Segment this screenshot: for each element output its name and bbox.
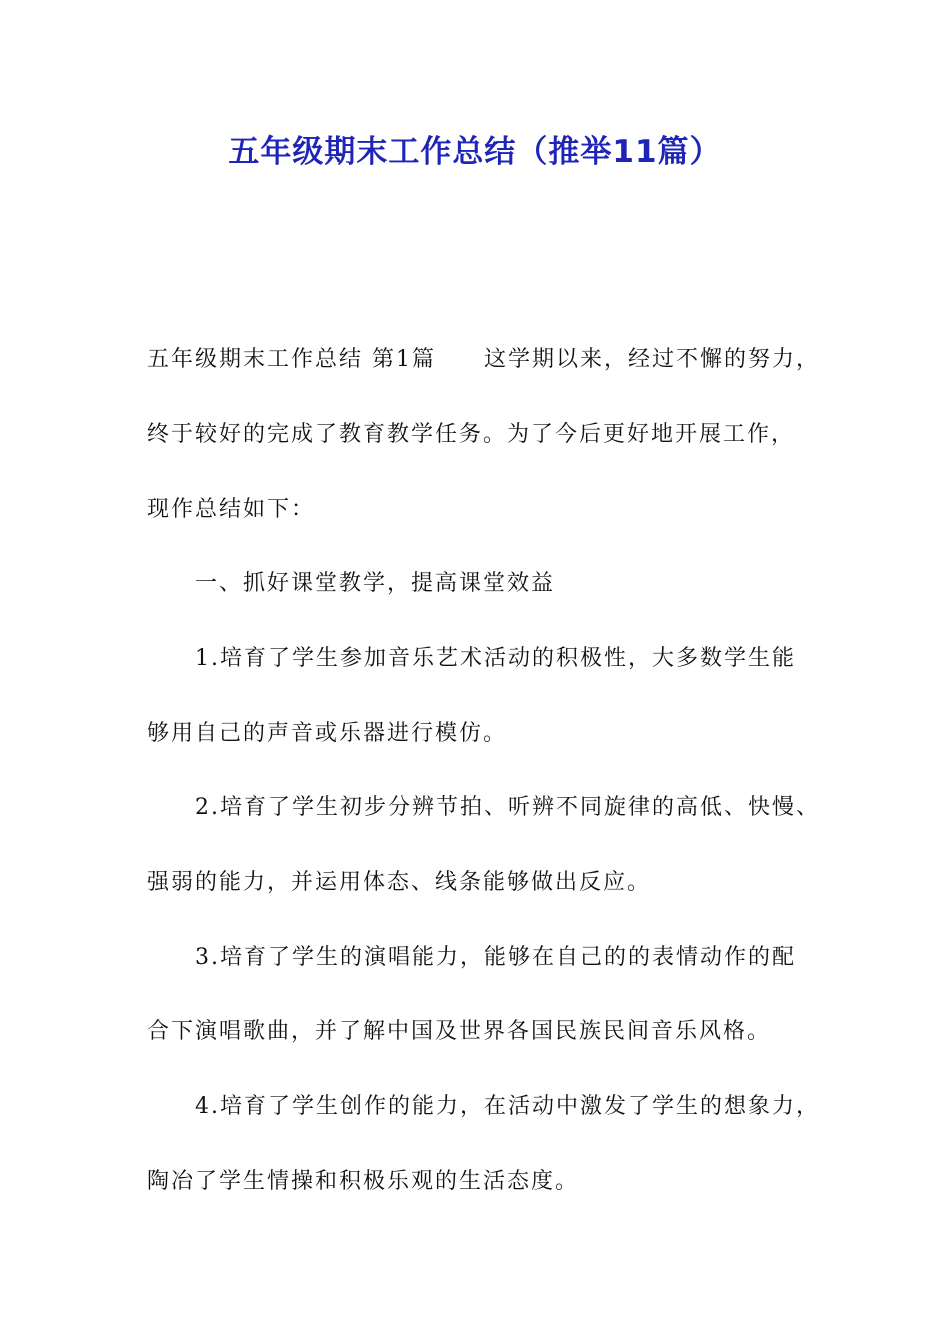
list-item-4-line-1: 4.培育了学生创作的能力，在活动中激发了学生的想象力，: [195, 1094, 820, 1119]
list-item-1-line-2: 够用自己的声音或乐器进行模仿。: [147, 721, 508, 746]
list-item-3-line-2: 合下演唱歌曲，并了解中国及世界各国民族民间音乐风格。: [147, 1019, 772, 1044]
list-item-1-line-1: 1.培育了学生参加音乐艺术活动的积极性，大多数学生能: [195, 646, 796, 671]
section-heading: 五年级期末工作总结 第1篇: [147, 347, 436, 372]
list-item-2-line-2: 强弱的能力，并运用体态、线条能够做出反应。: [147, 870, 652, 895]
document-title: 五年级期末工作总结（推举11篇）: [228, 134, 722, 170]
paragraph-text: 这学期以来，经过不懈的努力，: [484, 347, 821, 372]
list-item-4-line-2: 陶冶了学生情操和积极乐观的生活态度。: [147, 1169, 580, 1194]
list-item-3-line-1: 3.培育了学生的演唱能力，能够在自己的的表情动作的配: [195, 945, 796, 970]
section-subheading: 一、抓好课堂教学，提高课堂效益: [195, 571, 556, 596]
paragraph-line-3: 现作总结如下：: [147, 497, 316, 522]
list-item-2-line-1: 2.培育了学生初步分辨节拍、听辨不同旋律的高低、快慢、: [195, 795, 820, 820]
paragraph-line-2: 终于较好的完成了教育教学任务。为了今后更好地开展工作，: [147, 422, 796, 447]
paragraph-line-1: [147, 342, 837, 378]
